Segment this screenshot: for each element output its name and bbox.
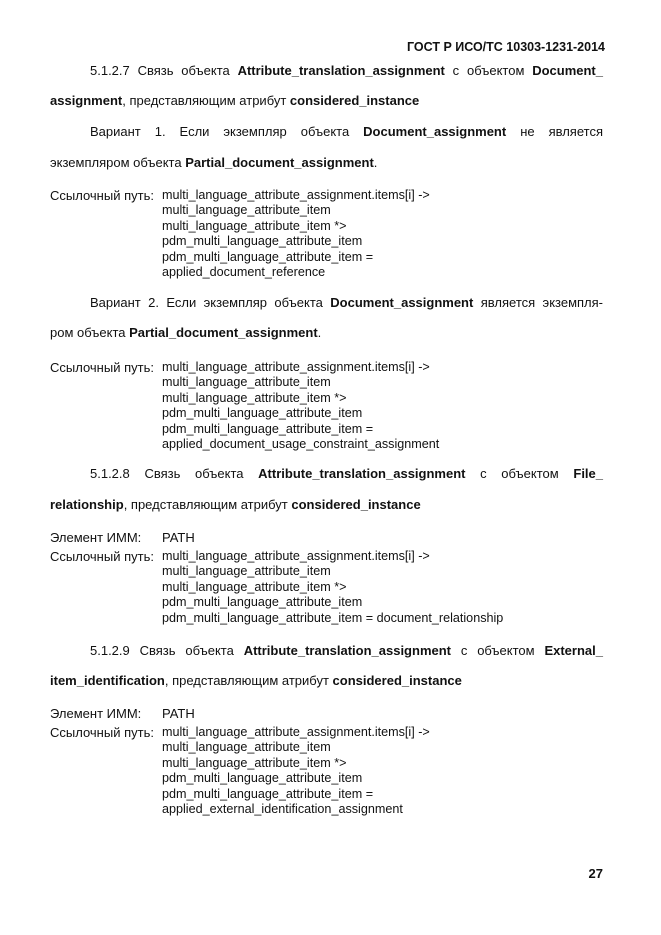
path-line: pdm_multi_language_attribute_item =: [162, 421, 374, 436]
path-line: pdm_multi_language_attribute_item: [162, 406, 363, 421]
page-number: 27: [588, 866, 603, 881]
section-5-1-2-9-heading-line2: item_identification, представляющим атрибут considered_instance: [50, 673, 462, 688]
path-line: applied_document_usage_constraint_assignment: [162, 437, 440, 452]
path-line: multi_language_attribute_item *>: [162, 755, 347, 770]
path-line: multi_language_attribute_item *>: [162, 218, 347, 233]
path-line: pdm_multi_language_attribute_item =: [162, 249, 374, 264]
path-line: multi_language_attribute_assignment.items[i] ->: [162, 360, 430, 374]
section-5-1-2-8-heading-line2: relationship, представляющим атрибут considered_instance: [50, 497, 421, 512]
section-number: 5.1.2.8: [90, 466, 130, 481]
ref-path-block-5-1-2-8: [162, 549, 503, 626]
ref-path-block-variant-1: [162, 188, 430, 280]
ref-path-label: Ссылочный путь:: [50, 725, 154, 740]
path-line: multi_language_attribute_item: [162, 203, 331, 218]
path-line: pdm_multi_language_attribute_item =: [162, 786, 374, 801]
path-line: pdm_multi_language_attribute_item = document_relationship: [162, 610, 504, 625]
path-line: multi_language_attribute_item *>: [162, 579, 347, 594]
document-header: ГОСТ Р ИСО/ТС 10303-1231-2014: [406, 40, 605, 54]
ref-path-label: Ссылочный путь:: [50, 549, 154, 564]
section-5-1-2-7-heading-line2: assignment, представляющим атрибут considered_instance: [50, 93, 420, 108]
ref-path-label: Ссылочный путь:: [50, 188, 154, 203]
section-number: 5.1.2.9: [90, 643, 130, 658]
section-5-1-2-7-heading-line1: 5.1.2.7 Связь объекта Attribute_translation_assignment с объектом Document_: [90, 63, 603, 78]
element-value: PATH: [162, 706, 195, 721]
element-label: Элемент ИММ:: [50, 706, 142, 721]
variant-1-line1: Вариант 1. Если экземпляр объекта Document_assignment не является: [90, 124, 603, 139]
variant-2-line1: Вариант 2. Если экземпляр объекта Document_assignment является экземпля-: [90, 295, 604, 310]
section-5-1-2-9-heading-line1: 5.1.2.9 Связь объекта Attribute_translation_assignment с объектом External_: [90, 643, 603, 658]
path-line: pdm_multi_language_attribute_item: [162, 595, 363, 610]
element-label: Элемент ИММ:: [50, 530, 142, 545]
path-line: multi_language_attribute_item: [162, 375, 331, 390]
ref-path-block-variant-2: [162, 360, 439, 452]
ref-path-label: Ссылочный путь:: [50, 360, 154, 375]
path-line: pdm_multi_language_attribute_item: [162, 771, 363, 786]
element-value: PATH: [162, 530, 195, 545]
path-line: multi_language_attribute_assignment.items[i] ->: [162, 549, 430, 563]
variant-2-line2: ром объекта Partial_document_assignment.: [50, 325, 322, 340]
path-line: multi_language_attribute_item: [162, 564, 331, 579]
section-5-1-2-8-heading-line1: 5.1.2.8 Связь объекта Attribute_translation_assignment с объектом File_: [90, 466, 603, 481]
path-line: multi_language_attribute_item: [162, 740, 331, 755]
path-line: multi_language_attribute_assignment.items[i] ->: [162, 188, 430, 202]
variant-1-line2: экземпляром объекта Partial_document_assignment.: [50, 155, 378, 170]
path-line: multi_language_attribute_assignment.items[i] ->: [162, 725, 430, 739]
path-line: applied_document_reference: [162, 265, 326, 280]
path-line: applied_external_identification_assignment: [162, 802, 403, 817]
path-line: multi_language_attribute_item *>: [162, 390, 347, 405]
path-line: pdm_multi_language_attribute_item: [162, 234, 363, 249]
section-number: 5.1.2.7: [90, 63, 130, 78]
ref-path-block-5-1-2-9: [162, 725, 430, 817]
